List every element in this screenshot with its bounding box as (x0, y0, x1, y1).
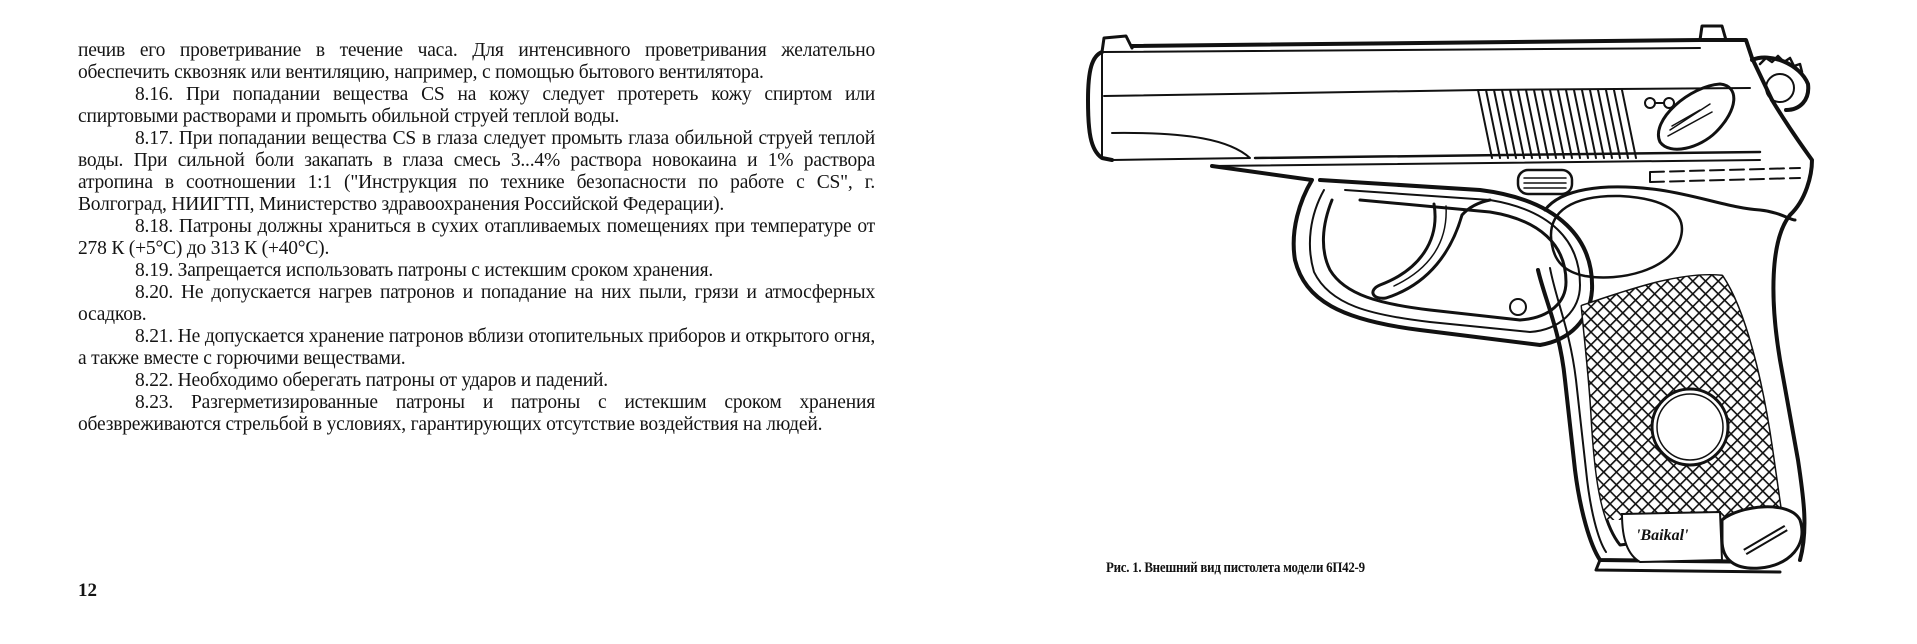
paragraph-8-16: 8.16. При попадании вещества CS на кожу следует протереть кожу спиртом или спиртовыми растворами и промыть обильной струей теплой воды. (78, 84, 875, 127)
paragraph-8-19: 8.19. Запрещается использовать патроны с истекшим сроком хранения. (135, 260, 714, 281)
svg-text:'Baikal': 'Baikal' (1636, 527, 1689, 544)
pistol-figure (1080, 20, 1840, 580)
paragraph-8-21: 8.21. Не допускается хранение патронов вблизи отопительных приборов и открытого огня, а также вместе с горючими веществами. (78, 326, 875, 369)
paragraph-8-17: 8.17. При попадании вещества CS в глаза следует промыть глаза обильной струей теплой воды. При сильной боли закапать в глаза смесь 3...4% раствора новокаина и 1% раствора атропина в соотношении 1:1 ("Инструкция по технике безопасности по работе с CS", г. Волгоград, НИИГТП, Министерство здравоохранения Российской Федерации). (78, 128, 875, 215)
paragraph-8-22: 8.22. Необходимо оберегать патроны от ударов и падений. (135, 370, 608, 391)
figure-caption: Рис. 1. Внешний вид пистолета модели 6П42-9 (1106, 560, 1365, 576)
paragraph-8-15-end: печив его проветривание в течение часа. Для интенсивного проветривания желательно обеспечить сквозняк или вентиляцию, например, с помощью бытового вентилятора. (78, 40, 875, 83)
left-page-text (78, 40, 875, 436)
paragraph-8-18: 8.18. Патроны должны храниться в сухих отапливаемых помещениях при температуре от 278 К (+5°С) до 313 К (+40°С). (78, 216, 875, 259)
paragraph-8-23: 8.23. Разгерметизированные патроны и патроны с истекшим сроком хранения обезвреживаются стрельбой в условиях, гарантирующих отсутствие воздействия на людей. (78, 392, 875, 435)
page-number: 12 (78, 580, 97, 601)
pistol-drawing-icon (1080, 20, 1840, 580)
paragraph-8-20: 8.20. Не допускается нагрев патронов и попадание на них пыли, грязи и атмосферных осадков. (78, 282, 875, 325)
